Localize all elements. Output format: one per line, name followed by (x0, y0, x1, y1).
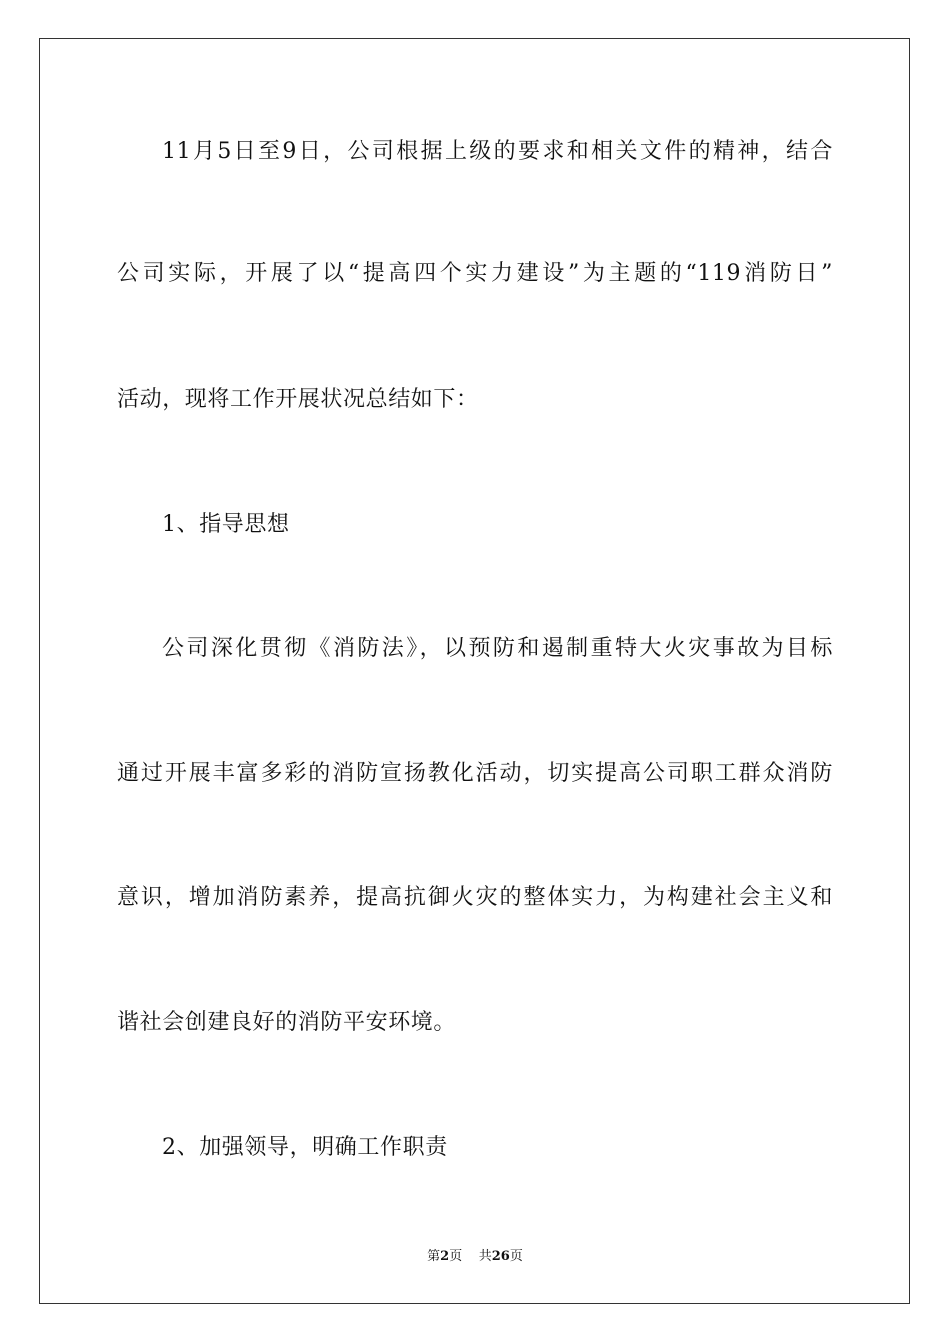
paragraph-intro-line-3: 活动，现将工作开展状况总结如下： (117, 387, 479, 412)
paragraph-guidance-line-2: 通过开展丰富多彩的消防宣扬教化活动，切实提高公司职工群众消防 (117, 761, 833, 786)
section-heading-2: 2、加强领导，明确工作职责 (162, 1135, 448, 1160)
paragraph-guidance-line-3: 意识，增加消防素养，提高抗御火灾的整体实力，为构建社会主义和 (117, 885, 833, 910)
footer-total-pages: 26 (491, 1249, 510, 1264)
page-border (39, 38, 910, 1304)
footer-page-prefix: 第 (427, 1249, 441, 1264)
section-heading-1: 1、指导思想 (162, 512, 290, 537)
footer-page-number: 2 (440, 1249, 450, 1264)
footer-total-prefix: 共 (478, 1249, 492, 1264)
page-footer (0, 1245, 950, 1264)
footer-page-suffix: 页 (449, 1249, 463, 1264)
paragraph-intro-line-1: 11月5日至9日，公司根据上级的要求和相关文件的精神，结合 (162, 139, 833, 164)
footer-total-suffix: 页 (509, 1249, 523, 1264)
paragraph-intro-line-2: 公司实际，开展了以“提高四个实力建设”为主题的“119消防日” (117, 261, 833, 286)
paragraph-guidance-line-1: 公司深化贯彻《消防法》，以预防和遏制重特大火灾事故为目标 (162, 636, 833, 661)
paragraph-guidance-line-4: 谐社会创建良好的消防平安环境。 (117, 1010, 457, 1035)
